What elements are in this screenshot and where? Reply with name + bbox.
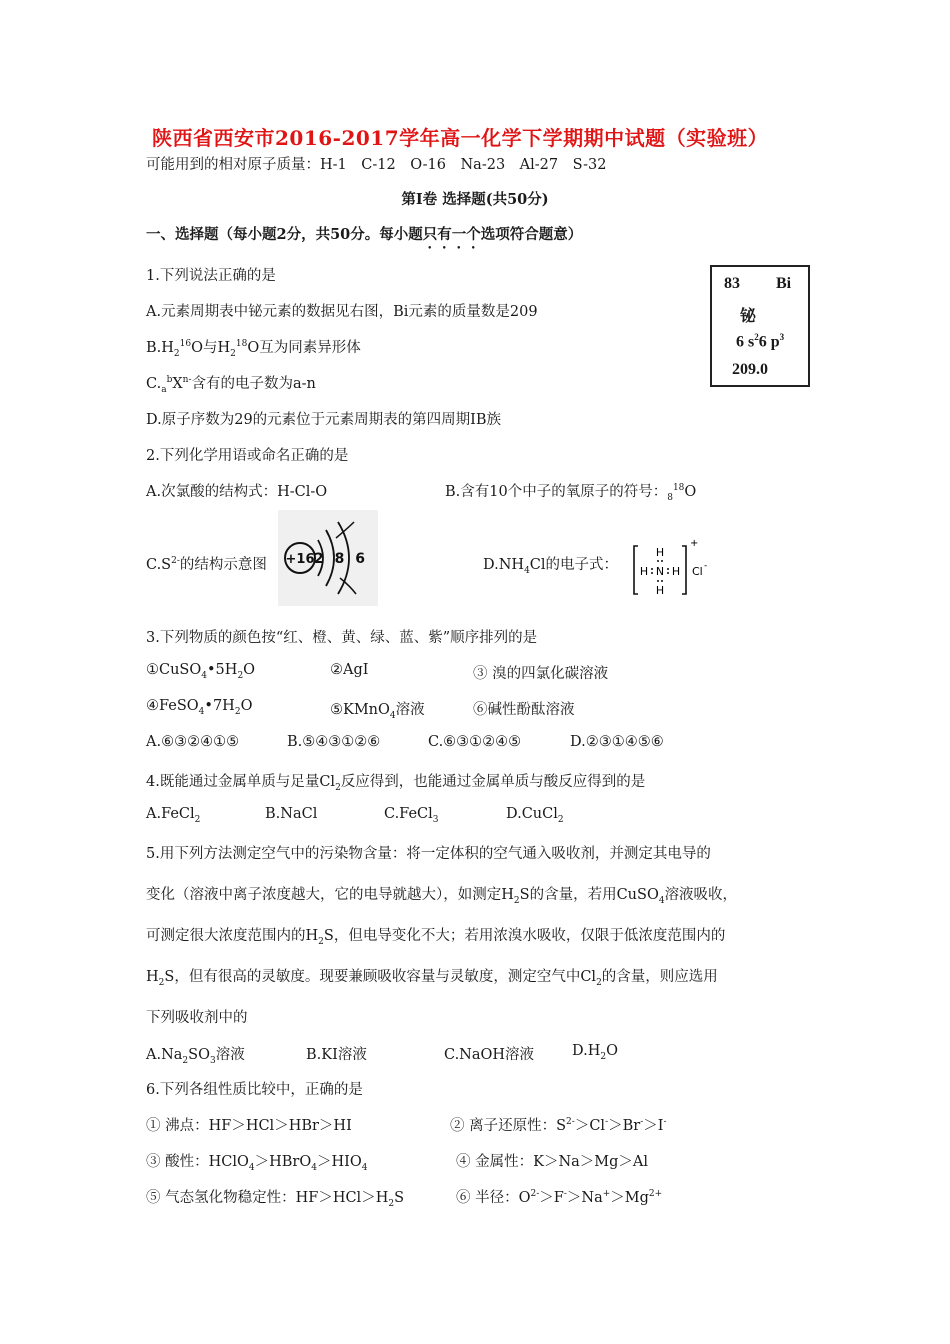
ammonium-chloride-electron-formula — [630, 538, 710, 600]
page-title: 陕西省西安市2016-2017学年高一化学下学期期中试题（实验班） — [152, 126, 769, 150]
q3-option-c: C.⑥③①②④⑤ — [428, 734, 522, 750]
q6-item-2: ② 离子还原性：$S^{2-}>Cl^->Br^->I^-$ — [450, 1117, 667, 1134]
svg-text:H: H — [655, 546, 665, 559]
q6-item-1: ① 沸点：HF＞HCl＞HBr＞HI — [146, 1118, 352, 1134]
q4-option-b: B.NaCl — [265, 806, 318, 822]
q6-item-6: ⑥ 半径：$O^{2-}>F^->Na^+>Mg^{2+}$ — [456, 1189, 663, 1206]
q5-line-4: $H_2S$，但有很高的灵敏度。现要兼顾吸收容量与灵敏度，测定空气中$Cl_2$的含量，则应选用 — [146, 969, 718, 988]
q5-option-b: B.KI溶液 — [306, 1047, 367, 1063]
q2-option-d: $D.NH_4Cl$的电子式： — [483, 557, 619, 576]
element-name: 铋 — [740, 306, 757, 325]
q1-option-d: D.原子序数为29的元素位于元素周期表的第四周期ⅠB族 — [146, 412, 502, 428]
q5-line-5: 下列吸收剂中的 — [146, 1010, 248, 1026]
element-symbol: Bi — [776, 275, 792, 292]
q3-option-b: B.⑤④③①②⑥ — [287, 734, 381, 750]
part-heading-a: 一、选择题（每小题2分，共50分。每小题 — [146, 226, 423, 243]
section-title: 第Ⅰ卷 选择题(共50分) — [401, 191, 549, 208]
q6-item-5: ⑤ 气态氢化物稳定性：$HF>HCl>H_2S$ — [146, 1190, 405, 1209]
q2-option-c: $C.S^{2-}$的结构示意图 — [146, 556, 267, 573]
q5-line-2: 变化（溶液中离子浓度越大，它的电导就越大），如测定$H_2S$的含量，若用CuSO$_4$溶液吸收， — [146, 887, 738, 906]
q1-stem: 1.下列说法正确的是 — [146, 268, 276, 284]
s-nucleus-label: +16 — [285, 552, 315, 567]
q2-option-b: B.含有10个中子的氧原子的符号：$_8^{18}$O — [445, 483, 697, 503]
q6-stem: 6.下列各组性质比较中，正确的是 — [146, 1082, 363, 1098]
q3-item-2: ②AgI — [330, 662, 369, 678]
part-heading-emphasis: 只有一个 — [422, 226, 481, 243]
q6-item-3: ③ 酸性：$HClO_4>HBrO_4>HIO_4$ — [146, 1154, 368, 1173]
q3-item-5: ⑤KMnO$_4$溶液 — [330, 702, 425, 721]
q1-option-c: $C._a^bX^{n-}$含有的电子数为a-n — [146, 375, 316, 395]
svg-text:H: H — [639, 565, 649, 578]
svg-text:+: + — [690, 538, 699, 549]
q5-option-d: $D.H_2O$ — [572, 1043, 618, 1062]
svg-text:N: N — [655, 565, 665, 578]
part-heading-b: 选项符合题意） — [480, 226, 583, 243]
q1-option-a: A.元素周期表中铋元素的数据见右图，Bi元素的质量数是209 — [146, 304, 538, 320]
q3-item-1: $①CuSO_4•5H_2O$ — [146, 662, 256, 681]
q3-stem: 3.下列物质的颜色按“红、橙、黄、绿、蓝、紫”顺序排列的是 — [146, 630, 538, 646]
q5-option-c: C.NaOH溶液 — [444, 1047, 535, 1063]
element-number: 83 — [724, 275, 740, 292]
sulfur-ion-structure-diagram — [278, 510, 378, 606]
q3-item-6: ⑥碱性酚酞溶液 — [473, 702, 575, 718]
q3-item-3: ③ 溴的四氯化碳溶液 — [473, 666, 609, 682]
q4-option-a: A.FeCl$_2$ — [146, 806, 201, 825]
svg-text:-: - — [704, 561, 708, 571]
atomic-masses: 可能用到的相对原子质量：H-1 C-12 O-16 Na-23 Al-27 S-32 — [146, 157, 607, 173]
element-config: 6 $s^26$ $p^3$ — [736, 332, 785, 351]
svg-text:H: H — [671, 565, 681, 578]
q5-line-1: 5.用下列方法测定空气中的污染物含量：将一定体积的空气通入吸收剂，并测定其电导的 — [146, 846, 711, 862]
q5-option-a: $A.Na_2SO_3$溶液 — [146, 1047, 245, 1066]
bismuth-element-box — [710, 265, 810, 387]
q3-item-4: $④FeSO_4•7H_2O$ — [146, 698, 253, 717]
element-mass: 209.0 — [732, 361, 768, 378]
q2-stem: 2.下列化学用语或命名正确的是 — [146, 448, 349, 464]
q5-line-3: 可测定很大浓度范围内的$H_2S$，但电导变化不大；若用浓溴水吸收，仅限于低浓度范围内的 — [146, 928, 726, 947]
q1-option-b: $B.H_2^{16}O$与$H_2^{18}O$互为同素异形体 — [146, 339, 361, 359]
q6-item-4: ④ 金属性：K＞Na＞Mg＞Al — [456, 1154, 649, 1170]
q3-option-d: D.②③①④⑤⑥ — [570, 734, 664, 750]
q2-option-a: A.次氯酸的结构式：H-Cl-O — [146, 484, 328, 500]
q3-option-a: A.⑥③②④①⑤ — [146, 734, 240, 750]
svg-text:H: H — [655, 584, 665, 597]
q4-option-d: D.CuCl$_2$ — [506, 806, 564, 825]
part-heading — [146, 223, 582, 252]
q4-stem: 4.既能通过金属单质与足量$Cl_2$反应得到，也能通过金属单质与酸反应得到的是 — [146, 774, 646, 793]
s-shell-labels: 2 8 6 — [314, 551, 368, 567]
q4-option-c: C.FeCl$_3$ — [384, 806, 439, 825]
svg-text:Cl: Cl — [692, 565, 703, 578]
